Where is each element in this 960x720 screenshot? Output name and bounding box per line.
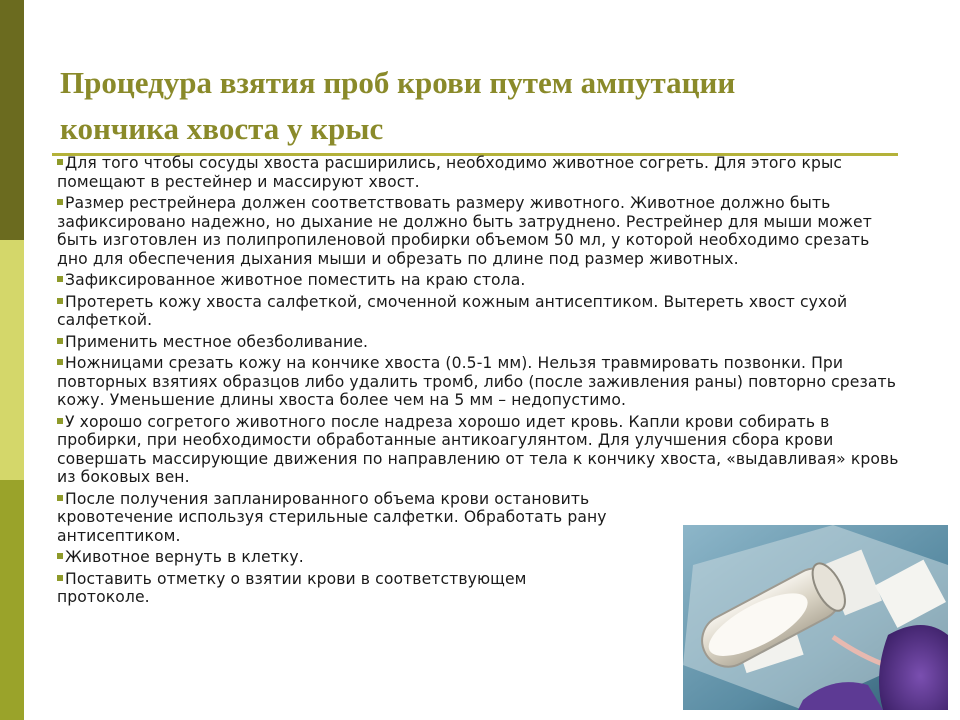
list-item (55, 154, 900, 191)
square-bullet-icon (57, 199, 63, 205)
rat-restrainer-illustration (683, 525, 948, 710)
slide-title (60, 60, 920, 152)
slide-title-line-1: Процедура взятия проб крови путем ампутации (60, 65, 736, 100)
list-item (55, 354, 900, 410)
list-item-text: Протереть кожу хвоста салфеткой, смоченной кожным антисептиком. Вытереть хвост сухой салфеткой. (57, 292, 848, 329)
list-item (55, 570, 617, 607)
sidebar-band-top (0, 0, 24, 240)
list-item-text: Для того чтобы сосуды хвоста расширились, необходимо животное согреть. Для этого крыс помещают в рестейнер и массируют хвост. (57, 154, 843, 191)
list-item-text: Животное вернуть в клетку. (65, 548, 304, 566)
sidebar-band-middle (0, 240, 24, 480)
square-bullet-icon (57, 276, 63, 282)
list-item-text: Поставить отметку о взятии крови в соответствующем протоколе. (57, 569, 527, 606)
square-bullet-icon (57, 298, 63, 304)
sidebar-band-bottom (0, 480, 24, 720)
list-item (55, 490, 617, 546)
list-item-text: Размер рестрейнера должен соответствовать размеру животного. Животное должно быть зафиксировано надежно, но дыхание не должно быть затруднено. Рестрейнер для мыши может быть изготовлен из полипропиленовой пробирки объемом 50 мл, у которой необходимо срезать дно для обеспечения дыхания мыши и обрезать по длине под размер животных. (57, 194, 872, 268)
list-item (55, 194, 900, 268)
list-item-text: Зафиксированное животное поместить на краю стола. (65, 271, 526, 289)
square-bullet-icon (57, 338, 63, 344)
list-item (55, 548, 617, 567)
list-item-text: После получения запланированного объема крови остановить кровотечение используя стерильные салфетки. Обработать рану антисептиком. (57, 489, 607, 545)
square-bullet-icon (57, 159, 63, 165)
square-bullet-icon (57, 575, 63, 581)
list-item (55, 413, 900, 487)
rat-restrainer-photo (683, 525, 948, 710)
list-item (55, 271, 900, 290)
list-item (55, 333, 900, 352)
square-bullet-icon (57, 418, 63, 424)
slide-title-line-2: кончика хвоста у крыс (60, 111, 384, 146)
square-bullet-icon (57, 553, 63, 559)
square-bullet-icon (57, 495, 63, 501)
list-item-text: У хорошо согретого животного после надреза хорошо идет кровь. Капли крови собирать в пробирки, при необходимости обработанные антикоагулянтом. Для улучшения сбора крови совершать массирующие движения по направлению от тела к кончику хвоста, «выдавливая» кровь из боковых вен. (57, 412, 899, 486)
list-item-text: Применить местное обезболивание. (65, 332, 369, 351)
square-bullet-icon (57, 359, 63, 365)
list-item-text: Ножницами срезать кожу на кончике хвоста (0.5-1 мм). Нельзя травмировать позвонки. При повторных взятиях образцов либо удалить тромб, либо (после заживления раны) повторно срезать кожу. Уменьшение длины хвоста более чем на 5 мм – недопустимо. (57, 354, 897, 409)
list-item (55, 293, 900, 330)
